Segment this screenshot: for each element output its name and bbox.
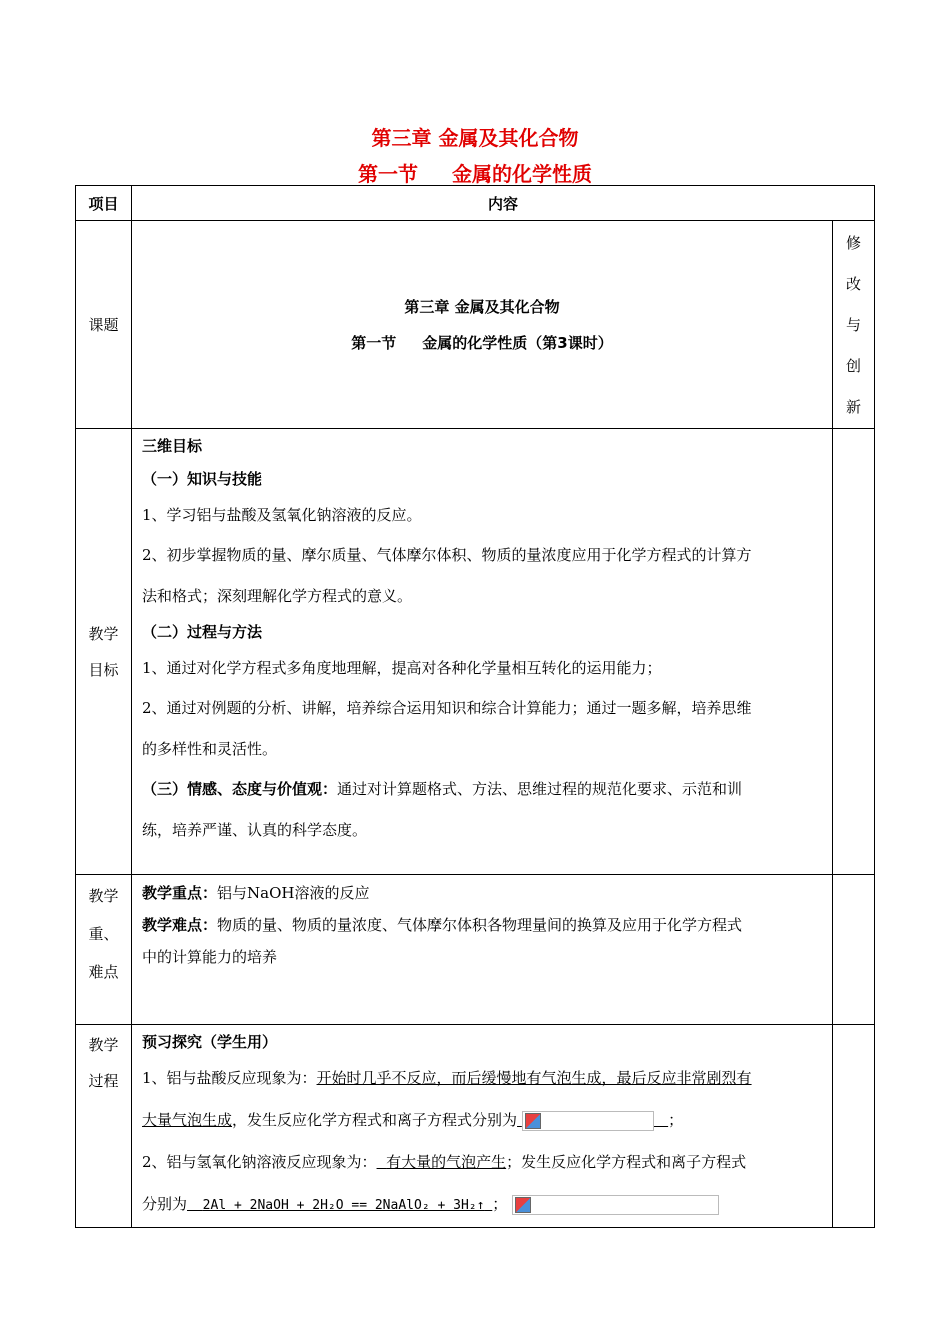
process-item-2a: 2、通过对例题的分析、讲解，培养综合运用知识和综合计算能力；通过一题多解，培养思维 (142, 699, 752, 717)
difficulty-line-a: 教学难点：物质的量、物质的量浓度、气体摩尔体积各物理量间的换算及应用于化学方程式 (142, 916, 743, 934)
goals-content (132, 429, 833, 875)
question-1-line-b: 大量气泡生成，发生反应化学方程式和离子方程式分别为 ； (142, 1111, 684, 1129)
broken-image-icon (525, 1113, 541, 1129)
broken-image-icon (515, 1197, 531, 1213)
document-title: 第三章 金属及其化合物 (371, 126, 579, 150)
header-item: 项目 (76, 186, 132, 221)
key-points-content (132, 875, 833, 1025)
goals-heading: 三维目标 (142, 437, 203, 455)
goals-revision-cell[interactable] (832, 429, 874, 875)
difficulty-line-b: 中的计算能力的培养 (142, 948, 278, 966)
attitude-item-b: 练，培养严谨、认真的科学态度。 (142, 821, 368, 839)
knowledge-item-2b: 法和格式；深刻理解化学方程式的意义。 (142, 587, 413, 605)
question-2-line-a: 2、铝与氢氧化钠溶液反应现象为： 有大量的气泡产生；发生反应化学方程式和离子方程式 (142, 1153, 747, 1171)
equation-image-1 (522, 1111, 654, 1131)
key-points-row (76, 875, 875, 1025)
process-label: 教学 过程 (76, 1025, 132, 1228)
knowledge-item-2a: 2、初步掌握物质的量、摩尔质量、气体摩尔体积、物质的量浓度应用于化学方程式的计算方 (142, 546, 752, 564)
equation-image-2 (512, 1195, 719, 1215)
topic-line1: 第三章 金属及其化合物 (404, 297, 560, 316)
knowledge-skills-title: （一）知识与技能 (142, 470, 263, 488)
topic-row (76, 221, 875, 429)
process-item-2b: 的多样性和灵活性。 (142, 740, 278, 758)
question-1-line-a: 1、铝与盐酸反应现象为：开始时几乎不反应，而后缓慢地有气泡生成，最后反应非常剧烈有 (142, 1069, 752, 1087)
focus-line: 教学重点：铝与NaOH溶液的反应 (142, 884, 370, 902)
question-2-line-b: 分别为 2Al + 2NaOH + 2H₂O == 2NaAlO₂ + 3H₂↑ ； (142, 1183, 824, 1227)
topic-label: 课题 (76, 221, 132, 429)
section-title: 第一节 金属的化学性质 (358, 162, 592, 186)
topic-line2: 第一节 金属的化学性质（第3课时） (351, 333, 613, 352)
process-revision-cell[interactable] (832, 1025, 874, 1228)
revision-column-label: 修 改 与 创 新 (832, 221, 874, 429)
topic-content (132, 221, 833, 429)
preview-heading: 预习探究（学生用） (142, 1033, 278, 1051)
lesson-plan-table (75, 185, 875, 1228)
process-content (132, 1025, 833, 1228)
key-revision-cell[interactable] (832, 875, 874, 1025)
knowledge-item-1: 1、学习铝与盐酸及氢氧化钠溶液的反应。 (142, 506, 422, 524)
header-content: 内容 (132, 186, 875, 221)
header-row (76, 186, 875, 221)
key-points-label: 教学 重、 难点 (76, 875, 132, 1025)
attitude-item-a: （三）情感、态度与价值观：通过对计算题格式、方法、思维过程的规范化要求、示范和训 (142, 780, 743, 798)
process-item-1: 1、通过对化学方程式多角度地理解，提高对各种化学量相互转化的运用能力； (142, 659, 662, 677)
goals-row (76, 429, 875, 875)
process-method-title: （二）过程与方法 (142, 623, 263, 641)
process-row (76, 1025, 875, 1228)
goals-label: 教学 目标 (76, 429, 132, 875)
